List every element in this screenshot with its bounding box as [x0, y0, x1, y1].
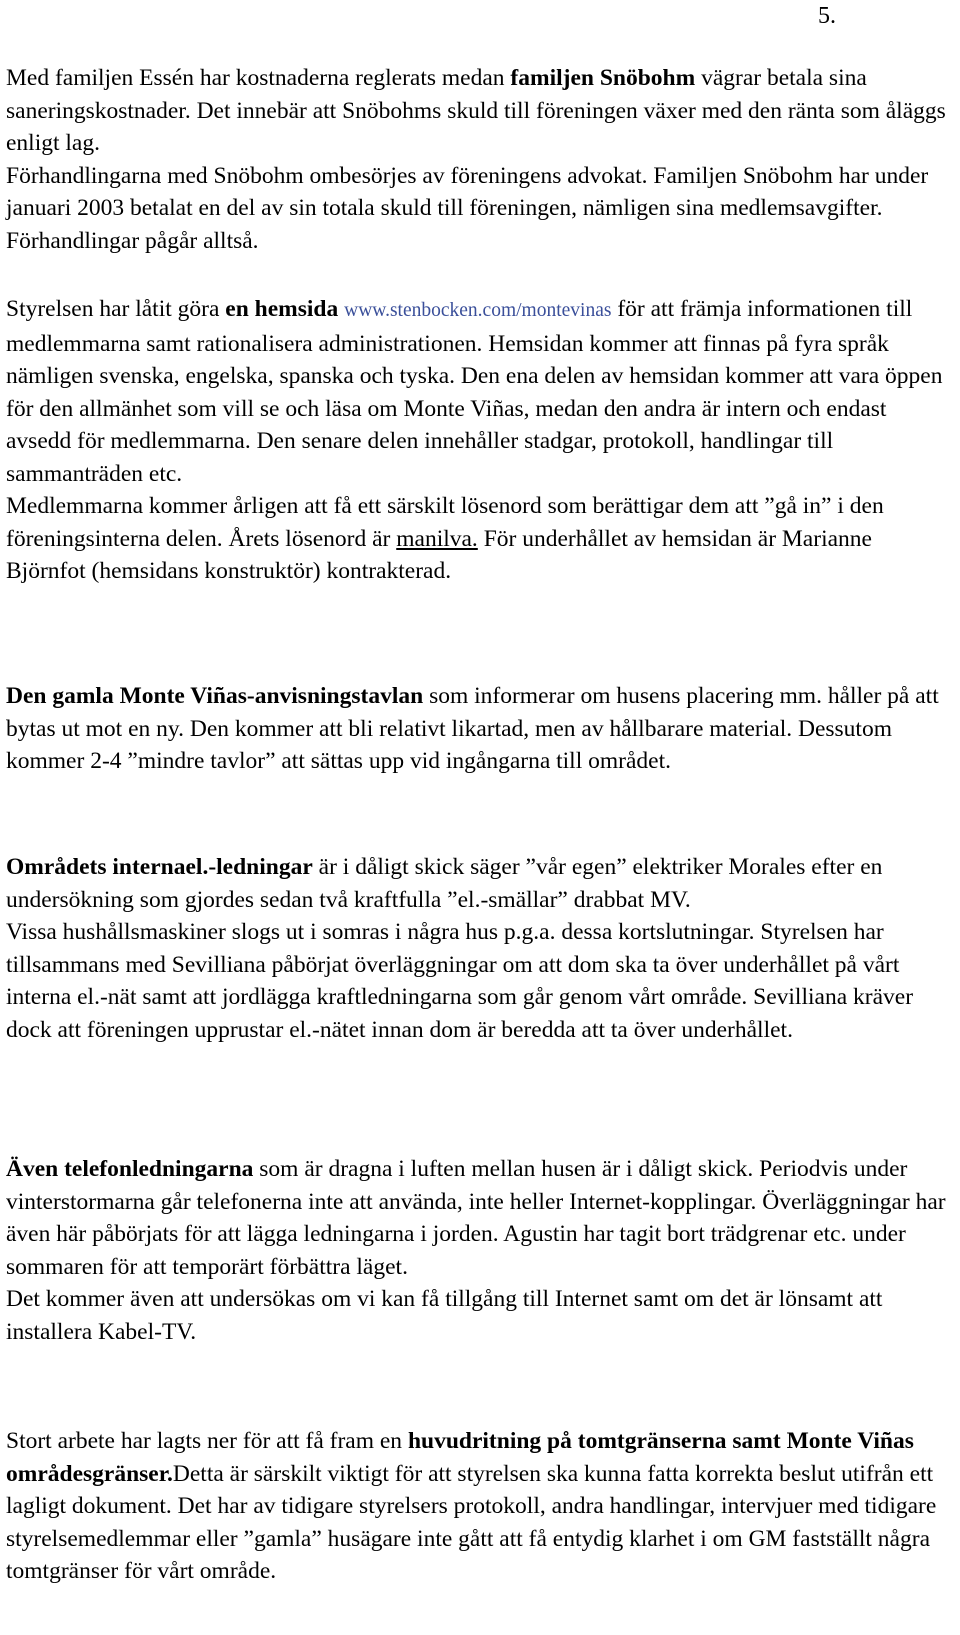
text-run: vägrar betala sina saneringskostnader. Det innebär att Snöbohms skuld till föreningen växer med den ränta som åläggs enligt lag. [6, 65, 946, 156]
bold-phrase: familjen Snöbohm [510, 65, 696, 91]
bold-phrase: Den gamla Monte Viñas-anvisningstavlan [6, 683, 424, 709]
text-run: Detta är särskilt viktigt för att styrelsen ska kunna fatta korrekta beslut utifrån ett lagligt dokument. Det har av tidigare styrelsers protokoll, andra handlingar, intervjuer med tidigare styrelsemedlemmar eller ”gamla” husägare inte gått att få entydig klarhet i om GM fastställt några tomtgränser för vårt område. [6, 1460, 937, 1584]
paragraph-telephone-lines [6, 1153, 954, 1348]
text-run: är i dåligt skick säger ”vår egen” elektriker Morales efter en undersökning som gjordes sedan två kraftfulla ”el.-smällar” drabbat MV. [6, 854, 883, 913]
text-run: För underhållet av hemsidan är Marianne Björnfot (hemsidans konstruktör) kontrakterad. [6, 525, 872, 584]
page-number: 5. [818, 3, 836, 29]
website-link[interactable]: www.stenbocken.com/montevinas [344, 300, 612, 321]
text-run: Stort arbete har lagts ner för att få fram en [6, 1428, 408, 1454]
paragraph-plot-boundaries [6, 1425, 954, 1588]
text-run: Medlemmarna kommer årligen att få ett särskilt lösenord som berättigar dem att ”gå in” i den föreningsinterna delen. Årets lösenord är [6, 493, 884, 552]
password-text: manilva. [396, 525, 478, 552]
text-run: Vissa hushållsmaskiner slogs ut i somras i några hus p.g.a. dessa kortslutningar. Styrelsen har tillsammans med Sevilliana påbörjat överläggningar om att dom ska ta över underhållet på vårt interna el.-nät samt att jordlägga kraftledningarna som går genom vårt område. Sevilliana kräver dock att föreningen upprustar el.-nätet innan dom är beredda att ta över underhållet. [6, 919, 914, 1043]
text-run: Styrelsen har låtit göra [6, 296, 226, 322]
bold-phrase: en hemsida [225, 296, 339, 322]
text-run: som är dragna i luften mellan husen är i dåligt skick. Periodvis under vinterstormarna går telefonerna inte att använda, inte heller Internet-kopplingar. Överläggningar har även här påbörjats för att lägga ledningarna i jorden. Agustin har tagit bort trädgrenar etc. under sommaren för att temporärt förbättra läget. [6, 1156, 946, 1280]
bold-phrase: Områdets internael.-ledningar [6, 854, 313, 880]
paragraph-website [6, 293, 954, 588]
paragraph-snobohm-debt [6, 62, 954, 257]
text-run: Det kommer även att undersökas om vi kan få tillgång till Internet samt om det är lönsamt att installera Kabel-TV. [6, 1286, 883, 1345]
text-run: för att främja informationen till medlemmarna samt rationalisera administrationen. Hemsidan kommer att finnas på fyra språk nämligen svenska, engelska, spanska och tyska. Den ena delen av hemsidan kommer att vara öppen för den allmänhet som vill se och läsa om Monte Viñas, medan den andra är intern och endast avsedd för medlemmarna. Den senare delen innehåller stadgar, protokoll, handlingar till sammanträden etc. [6, 296, 943, 487]
bold-phrase: Även telefonledningarna [6, 1156, 254, 1182]
paragraph-electric-lines [6, 851, 954, 1046]
bold-phrase: huvudritning på tomtgränserna samt Monte Viñas områdesgränser. [6, 1428, 914, 1487]
text-run: som informerar om husens placering mm. håller på att bytas ut mot en ny. Den kommer att bli relativt likartad, men av hållbarare material. Dessutom kommer 2-4 ”mindre tavlor” att sättas upp vid ingångarna till området. [6, 683, 939, 774]
text-run: Med familjen Essén har kostnaderna reglerats medan [6, 65, 511, 91]
paragraph-sign-board [6, 680, 954, 778]
text-run: Förhandlingarna med Snöbohm ombesörjes av föreningens advokat. Familjen Snöbohm har under januari 2003 betalat en del av sin totala skuld till föreningen, nämligen sina medlemsavgifter. Förhandlingar pågår alltså. [6, 162, 929, 254]
